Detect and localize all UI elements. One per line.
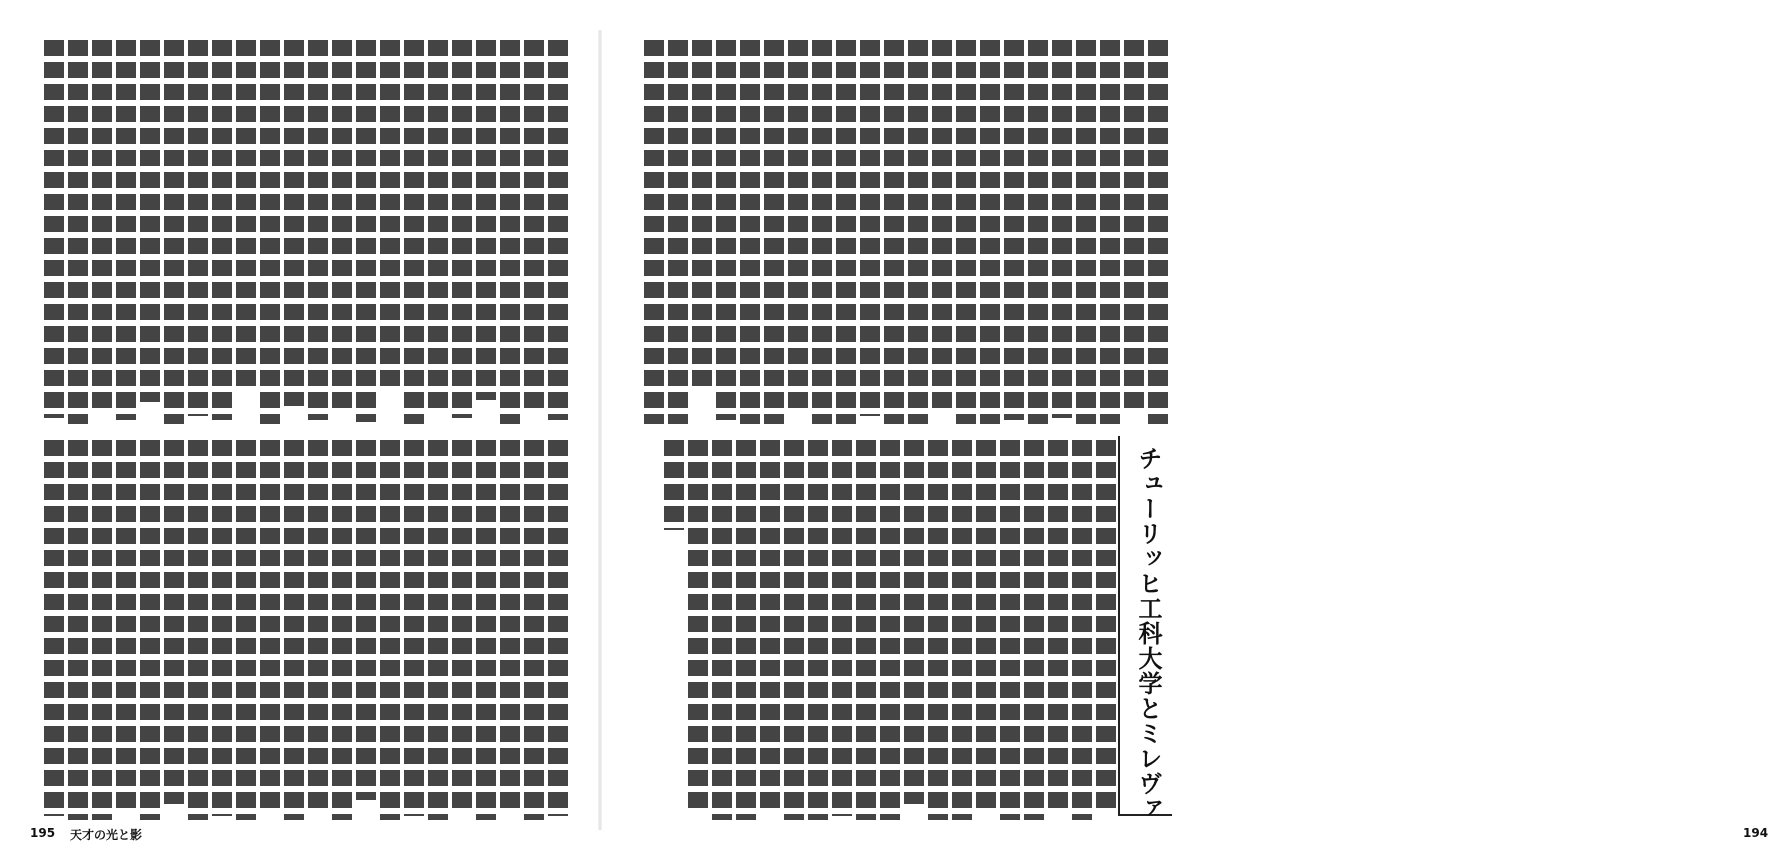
left-page	[0, 0, 600, 862]
running-head: 天才の光と影	[70, 828, 143, 842]
page-number-right: 194	[1743, 826, 1768, 840]
section-heading: チューリッヒ工科大学とミレヴァ	[1134, 446, 1162, 821]
right-page	[600, 0, 1768, 862]
page-number-left: 195	[30, 826, 56, 840]
